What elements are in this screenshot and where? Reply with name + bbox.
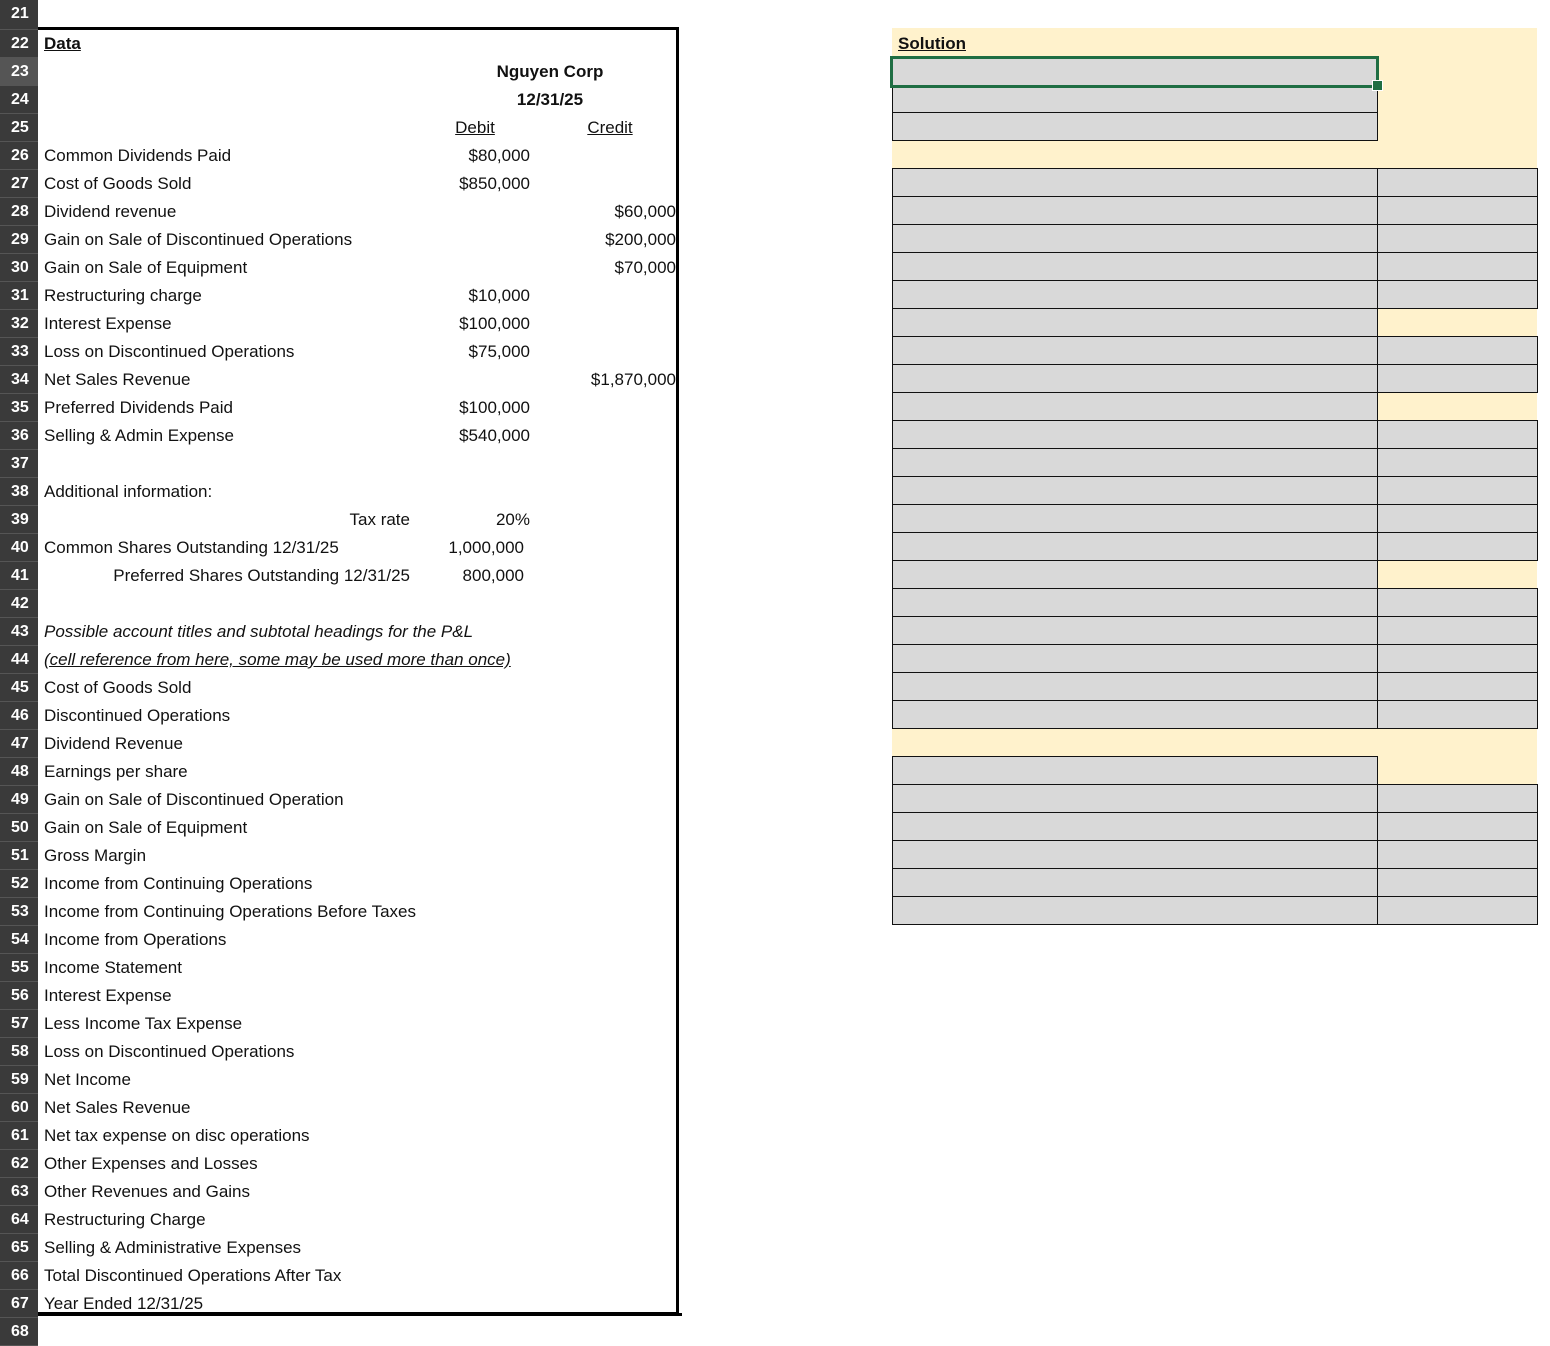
row-header-32[interactable]: 32 [0, 310, 38, 338]
possible-titles-note[interactable]: (cell reference from here, some may be used more than once) [44, 650, 511, 669]
account-credit[interactable] [540, 394, 676, 422]
account-credit[interactable]: $1,870,000 [590, 370, 676, 389]
row-header-62[interactable]: 62 [0, 1150, 38, 1178]
solution-title[interactable]: Solution [898, 34, 966, 53]
solution-label-cell[interactable] [892, 308, 1378, 337]
account-name[interactable]: Selling & Admin Expense [44, 426, 234, 445]
account-name[interactable]: Gain on Sale of Equipment [44, 258, 248, 277]
account-debit[interactable]: $850,000 [459, 174, 530, 193]
possible-title-item[interactable]: Cost of Goods Sold [44, 678, 192, 697]
possible-title-item[interactable]: Income from Continuing Operations [44, 874, 313, 893]
solution-label-cell[interactable] [892, 168, 1378, 197]
account-debit[interactable] [410, 366, 530, 394]
possible-title-item[interactable]: Less Income Tax Expense [44, 1014, 243, 1033]
row-header-61[interactable]: 61 [0, 1122, 38, 1150]
possible-title-item[interactable]: Discontinued Operations [44, 706, 231, 725]
row-header-38[interactable]: 38 [0, 478, 38, 506]
row-header-28[interactable]: 28 [0, 198, 38, 226]
solution-label-cell[interactable] [892, 504, 1378, 533]
solution-amount-cell[interactable] [1377, 336, 1538, 365]
solution-label-cell[interactable] [892, 868, 1378, 897]
account-name[interactable]: Interest Expense [44, 314, 172, 333]
account-name[interactable]: Net Sales Revenue [44, 370, 191, 389]
possible-title-item[interactable]: Other Revenues and Gains [44, 1182, 251, 1201]
preferred-shares-label[interactable]: Preferred Shares Outstanding 12/31/25 [113, 566, 410, 585]
account-name[interactable]: Restructuring charge [44, 286, 202, 305]
row-header-55[interactable]: 55 [0, 954, 38, 982]
possible-title-item[interactable]: Interest Expense [44, 986, 172, 1005]
account-debit[interactable] [410, 226, 530, 254]
row-header-68[interactable]: 68 [0, 1318, 38, 1346]
row-header-24[interactable]: 24 [0, 86, 38, 114]
solution-amount-cell[interactable] [1377, 644, 1538, 673]
account-name[interactable]: Cost of Goods Sold [44, 174, 192, 193]
company-name[interactable]: Nguyen Corp [496, 62, 604, 81]
solution-amount-cell[interactable] [1377, 588, 1538, 617]
tax-rate-label[interactable]: Tax rate [349, 510, 410, 529]
account-credit[interactable] [540, 142, 676, 170]
account-debit[interactable] [410, 254, 530, 282]
solution-label-cell[interactable] [892, 784, 1378, 813]
solution-label-cell[interactable] [892, 560, 1378, 589]
solution-amount-cell[interactable] [1377, 616, 1538, 645]
possible-title-item[interactable]: Gain on Sale of Equipment [44, 818, 248, 837]
row-header-41[interactable]: 41 [0, 562, 38, 590]
row-header-21[interactable]: 21 [0, 0, 38, 30]
data-title[interactable]: Data [44, 34, 81, 53]
row-header-39[interactable]: 39 [0, 506, 38, 534]
solution-amount-cell[interactable] [1377, 504, 1538, 533]
row-header-29[interactable]: 29 [0, 226, 38, 254]
row-header-52[interactable]: 52 [0, 870, 38, 898]
row-header-25[interactable]: 25 [0, 114, 38, 142]
solution-label-cell[interactable] [892, 700, 1378, 729]
possible-title-item[interactable]: Net tax expense on disc operations [44, 1126, 310, 1145]
account-name[interactable]: Preferred Dividends Paid [44, 398, 233, 417]
possible-title-item[interactable]: Gain on Sale of Discontinued Operation [44, 790, 344, 809]
possible-titles-heading[interactable]: Possible account titles and subtotal headings for the P&L [44, 622, 474, 641]
row-header-66[interactable]: 66 [0, 1262, 38, 1290]
account-debit[interactable]: $10,000 [468, 286, 530, 305]
solution-label-cell[interactable] [892, 672, 1378, 701]
solution-label-cell[interactable] [892, 280, 1378, 309]
solution-header-cell[interactable] [892, 112, 1378, 141]
row-header-67[interactable]: 67 [0, 1290, 38, 1318]
solution-label-cell[interactable] [892, 532, 1378, 561]
solution-amount-cell[interactable] [1377, 812, 1538, 841]
possible-title-item[interactable]: Total Discontinued Operations After Tax [44, 1266, 342, 1285]
account-debit[interactable]: $540,000 [459, 426, 530, 445]
credit-header[interactable]: Credit [587, 118, 633, 137]
solution-label-cell[interactable] [892, 448, 1378, 477]
possible-title-item[interactable]: Income from Continuing Operations Before Taxes [44, 902, 416, 921]
possible-title-item[interactable]: Income Statement [44, 958, 182, 977]
possible-title-item[interactable]: Selling & Administrative Expenses [44, 1238, 302, 1257]
row-header-48[interactable]: 48 [0, 758, 38, 786]
row-header-54[interactable]: 54 [0, 926, 38, 954]
solution-label-cell[interactable] [892, 812, 1378, 841]
solution-amount-cell[interactable] [1377, 672, 1538, 701]
solution-bg-row-35 [1378, 392, 1537, 420]
solution-bg-row-48 [1378, 756, 1537, 784]
possible-title-item[interactable]: Year Ended 12/31/25 [44, 1294, 204, 1313]
account-debit[interactable]: $100,000 [459, 314, 530, 333]
solution-label-cell[interactable] [892, 840, 1378, 869]
row-header-30[interactable]: 30 [0, 254, 38, 282]
solution-label-cell[interactable] [892, 224, 1378, 253]
row-header-60[interactable]: 60 [0, 1094, 38, 1122]
solution-bg-row-47 [892, 728, 1537, 756]
row-header-59[interactable]: 59 [0, 1066, 38, 1094]
solution-label-cell[interactable] [892, 420, 1378, 449]
row-header-51[interactable]: 51 [0, 842, 38, 870]
row-header-27[interactable]: 27 [0, 170, 38, 198]
row-header-40[interactable]: 40 [0, 534, 38, 562]
solution-label-cell[interactable] [892, 616, 1378, 645]
debit-header[interactable]: Debit [455, 118, 495, 137]
row-header-23[interactable]: 23 [0, 58, 38, 86]
possible-title-item[interactable]: Restructuring Charge [44, 1210, 206, 1229]
row-header-33[interactable]: 33 [0, 338, 38, 366]
solution-amount-cell[interactable] [1377, 224, 1538, 253]
possible-title-item[interactable]: Gross Margin [44, 846, 147, 865]
row-header-47[interactable]: 47 [0, 730, 38, 758]
solution-header-cell[interactable] [892, 84, 1378, 113]
row-header-64[interactable]: 64 [0, 1206, 38, 1234]
account-credit[interactable] [540, 282, 676, 310]
row-header-53[interactable]: 53 [0, 898, 38, 926]
account-credit[interactable] [540, 310, 676, 338]
solution-label-cell[interactable] [892, 756, 1378, 785]
account-credit[interactable]: $60,000 [614, 202, 676, 221]
row-header-45[interactable]: 45 [0, 674, 38, 702]
solution-amount-cell[interactable] [1377, 168, 1538, 197]
account-name[interactable]: Gain on Sale of Discontinued Operations [44, 230, 353, 249]
solution-bg-row-41 [1378, 560, 1537, 588]
solution-label-cell[interactable] [892, 896, 1378, 925]
row-header-57[interactable]: 57 [0, 1010, 38, 1038]
row-header-26[interactable]: 26 [0, 142, 38, 170]
solution-label-cell[interactable] [892, 476, 1378, 505]
row-header-31[interactable]: 31 [0, 282, 38, 310]
row-header-65[interactable]: 65 [0, 1234, 38, 1262]
account-name[interactable]: Common Dividends Paid [44, 146, 232, 165]
row-header-56[interactable]: 56 [0, 982, 38, 1010]
row-header-36[interactable]: 36 [0, 422, 38, 450]
solution-amount-cell[interactable] [1377, 868, 1538, 897]
account-credit[interactable]: $70,000 [614, 258, 676, 277]
possible-title-item[interactable]: Other Expenses and Losses [44, 1154, 258, 1173]
solution-amount-cell[interactable] [1377, 420, 1538, 449]
row-header-63[interactable]: 63 [0, 1178, 38, 1206]
statement-date[interactable]: 12/31/25 [516, 90, 584, 109]
row-header-50[interactable]: 50 [0, 814, 38, 842]
solution-label-cell[interactable] [892, 196, 1378, 225]
preferred-shares-value[interactable]: 800,000 [462, 566, 524, 585]
account-credit[interactable] [540, 338, 676, 366]
solution-label-cell[interactable] [892, 252, 1378, 281]
solution-label-cell[interactable] [892, 364, 1378, 393]
tax-rate-value[interactable]: 20% [495, 510, 530, 529]
solution-label-cell[interactable] [892, 588, 1378, 617]
solution-label-cell[interactable] [892, 644, 1378, 673]
possible-title-item[interactable]: Income from Operations [44, 930, 227, 949]
account-credit[interactable] [540, 422, 676, 450]
solution-amount-cell[interactable] [1377, 364, 1538, 393]
row-header-49[interactable]: 49 [0, 786, 38, 814]
solution-amount-cell[interactable] [1377, 448, 1538, 477]
row-header-42[interactable]: 42 [0, 590, 38, 618]
common-shares-label[interactable]: Common Shares Outstanding 12/31/25 [44, 538, 339, 557]
solution-bg-row-32 [1378, 308, 1537, 336]
account-name[interactable]: Loss on Discontinued Operations [44, 342, 295, 361]
solution-amount-cell[interactable] [1377, 196, 1538, 225]
possible-title-item[interactable]: Dividend Revenue [44, 734, 183, 753]
solution-amount-cell[interactable] [1377, 840, 1538, 869]
possible-title-item[interactable]: Earnings per share [44, 762, 188, 781]
row-header-35[interactable]: 35 [0, 394, 38, 422]
solution-label-cell[interactable] [892, 392, 1378, 421]
solution-amount-cell[interactable] [1377, 532, 1538, 561]
account-debit[interactable]: $75,000 [468, 342, 530, 361]
row-header-44[interactable]: 44 [0, 646, 38, 674]
solution-amount-cell[interactable] [1377, 784, 1538, 813]
possible-title-item[interactable]: Net Sales Revenue [44, 1098, 191, 1117]
account-name[interactable]: Dividend revenue [44, 202, 177, 221]
active-cell-selection[interactable] [890, 56, 1379, 88]
account-debit[interactable]: $80,000 [468, 146, 530, 165]
row-header-46[interactable]: 46 [0, 702, 38, 730]
row-header-58[interactable]: 58 [0, 1038, 38, 1066]
row-header-37[interactable]: 37 [0, 450, 38, 478]
solution-amount-cell[interactable] [1377, 280, 1538, 309]
solution-amount-cell[interactable] [1377, 252, 1538, 281]
solution-label-cell[interactable] [892, 336, 1378, 365]
row-header-34[interactable]: 34 [0, 366, 38, 394]
additional-info-label[interactable]: Additional information: [44, 482, 213, 501]
solution-amount-cell[interactable] [1377, 896, 1538, 925]
account-debit[interactable]: $100,000 [459, 398, 530, 417]
account-credit[interactable]: $200,000 [605, 230, 676, 249]
possible-title-item[interactable]: Loss on Discontinued Operations [44, 1042, 295, 1061]
row-header-43[interactable]: 43 [0, 618, 38, 646]
row-header-22[interactable]: 22 [0, 30, 38, 58]
solution-amount-cell[interactable] [1377, 476, 1538, 505]
account-debit[interactable] [410, 198, 530, 226]
solution-amount-cell[interactable] [1377, 700, 1538, 729]
fill-handle[interactable] [1372, 80, 1383, 91]
account-credit[interactable] [540, 170, 676, 198]
possible-title-item[interactable]: Net Income [44, 1070, 131, 1089]
common-shares-value[interactable]: 1,000,000 [448, 538, 524, 557]
